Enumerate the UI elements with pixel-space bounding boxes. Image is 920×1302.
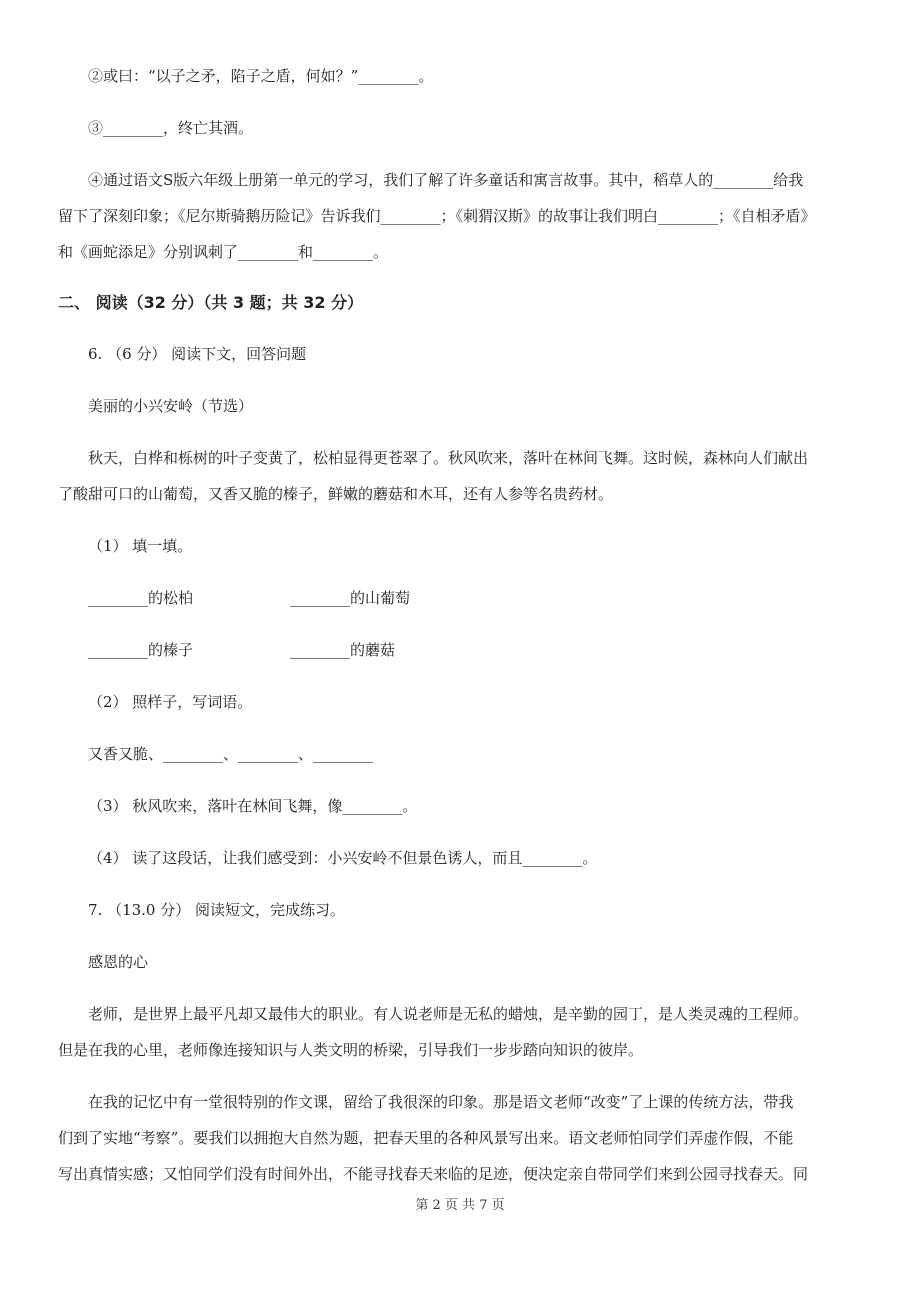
passage-title: 美丽的小兴安岭（节选） [88, 397, 254, 415]
passage-paragraph-cont: 们到了实地“考察”。要我们以拥抱大自然为题，把春天里的各种风景写出来。语文老师怕同学们弄虚作假，不能 [58, 1129, 794, 1147]
subquestion-4: （4） 读了这段话，让我们感受到：小兴安岭不但景色诱人，而且________。 [88, 849, 598, 867]
passage-paragraph-cont: 了酸甜可口的山葡萄，又香又脆的榛子，鲜嫩的蘑菇和木耳，还有人参等名贵药材。 [58, 485, 614, 503]
subquestion-2: （2） 照样子，写词语。 [88, 693, 253, 711]
passage-paragraph: 在我的记忆中有一堂很特别的作文课，留给了我很深的印象。那是语文老师“改变”了上课的传统方法，带我 [88, 1093, 794, 1111]
fill-item: ________的蘑菇 [290, 641, 396, 659]
passage-paragraph-cont: 但是在我的心里，老师像连接知识与人类文明的桥梁，引导我们一步步踏向知识的彼岸。 [58, 1041, 644, 1059]
passage-paragraph: 老师，是世界上最平凡却又最伟大的职业。有人说老师是无私的蜡烛，是辛勤的园丁，是人类灵魂的工程师。 [88, 1005, 809, 1023]
question-line-3: ③________，终亡其酒。 [88, 119, 254, 137]
fill-item: ________的榛子 [88, 641, 194, 659]
section-heading: 二、 阅读（32 分）（共 3 题；共 32 分） [58, 293, 364, 312]
question-line-4-cont: 留下了深刻印象；《尼尔斯骑鹅历险记》告诉我们________；《刺猬汉斯》的故事让我们明白________；《自相矛盾》 [58, 207, 816, 225]
passage-paragraph: 秋天，白桦和栎树的叶子变黄了，松柏显得更苍翠了。秋风吹来，落叶在林间飞舞。这时候，森林向人们献出 [88, 449, 809, 467]
fill-item: ________的松柏 [88, 589, 194, 607]
passage-paragraph-cont: 写出真情实感；又怕同学们没有时间外出，不能寻找春天来临的足迹，便决定亲自带同学们来到公园寻找春天。同 [58, 1165, 809, 1183]
subquestion-3: （3） 秋风吹来，落叶在林间飞舞，像________。 [88, 797, 418, 815]
question-line-4: ④通过语文S版六年级上册第一单元的学习，我们了解了许多童话和寓言故事。其中，稻草人的________给我 [88, 171, 804, 189]
subquestion-2-example: 又香又脆、________、________、________ [88, 745, 374, 763]
question-7-header: 7. （13.0 分） 阅读短文，完成练习。 [88, 901, 346, 919]
question-line-2: ②或曰：“以子之矛，陷子之盾，何如？”________。 [88, 67, 434, 85]
fill-item: ________的山葡萄 [290, 589, 411, 607]
question-line-4-end: 和《画蛇添足》分别讽刺了________和________。 [58, 243, 389, 261]
passage-title: 感恩的心 [88, 953, 149, 971]
subquestion-1: （1） 填一填。 [88, 537, 193, 555]
page-footer: 第 2 页 共 7 页 [415, 1198, 505, 1213]
question-6-header: 6. （6 分） 阅读下文，回答问题 [88, 345, 307, 363]
